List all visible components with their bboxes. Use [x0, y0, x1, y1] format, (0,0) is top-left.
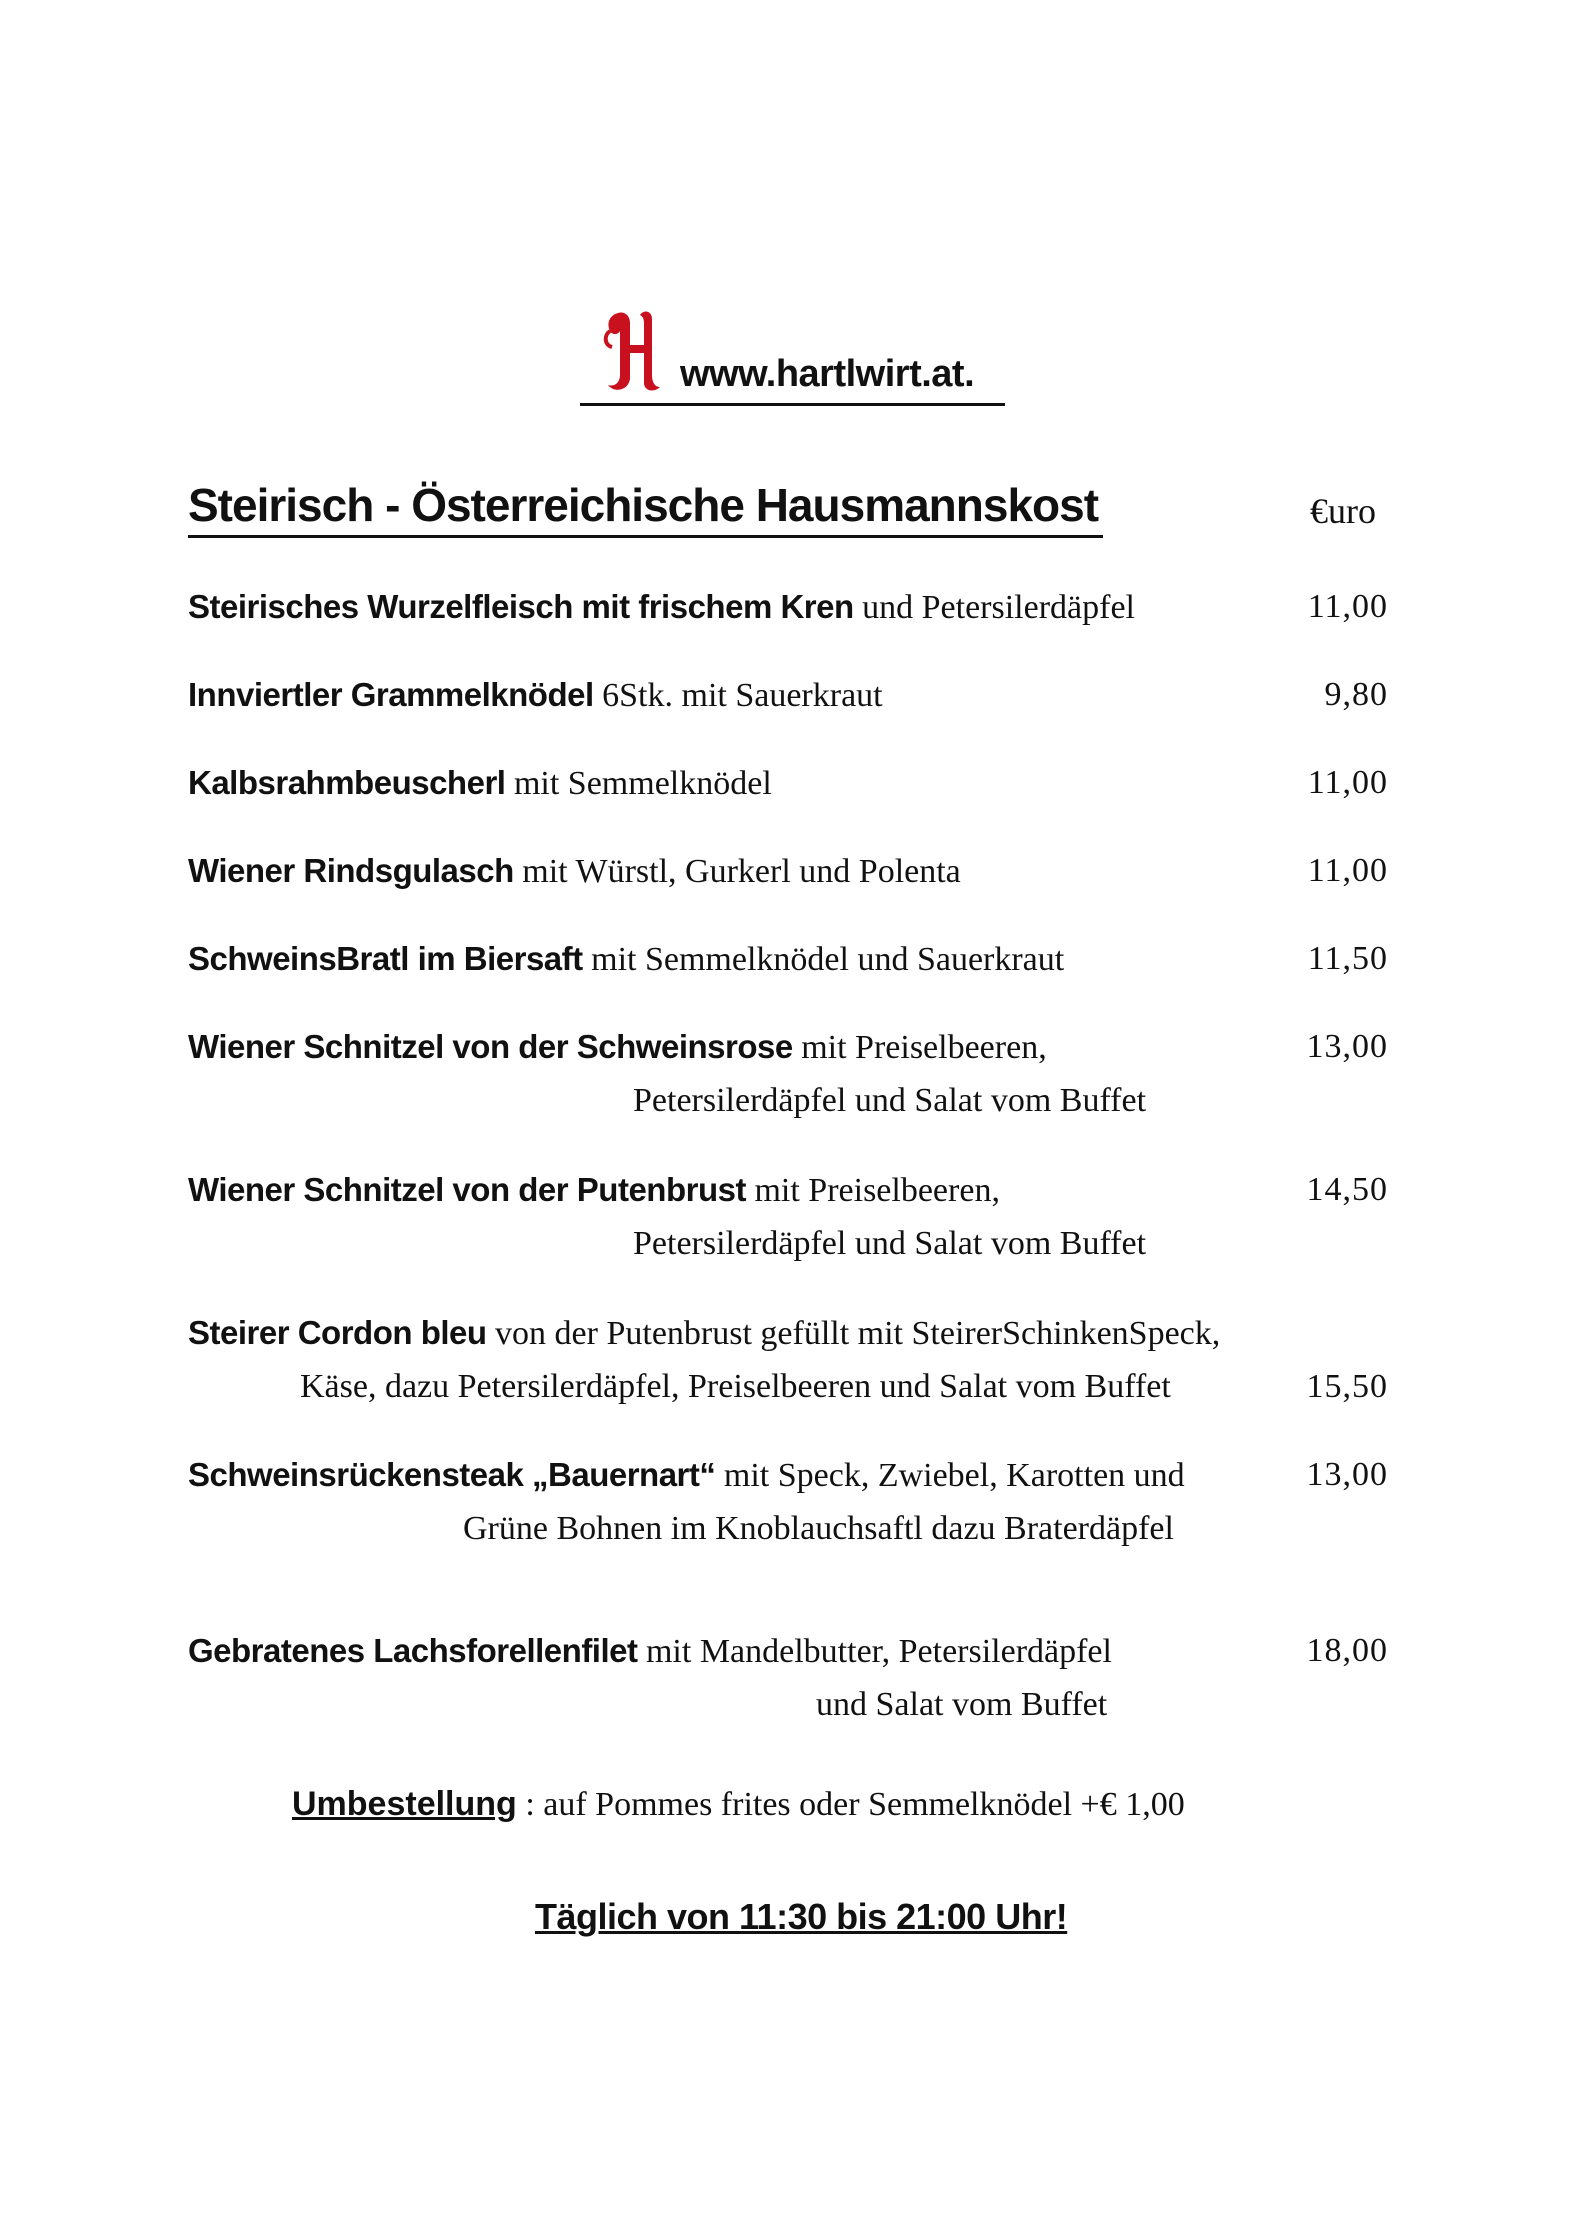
menu-item [188, 1306, 1388, 1414]
umbestellung-label: Umbestellung [292, 1785, 517, 1823]
item-description: mit Speck, Zwiebel, Karotten und [715, 1457, 1185, 1494]
item-name: Kalbsrahmbeuscherl [188, 764, 506, 801]
item-price: 13,00 [1306, 1028, 1388, 1065]
item-description-continued: Grüne Bohnen im Knoblauchsaftl dazu Braterdäpfel [463, 1510, 1174, 1547]
menu-item [188, 844, 1388, 898]
item-description: 6Stk. mit Sauerkraut [593, 677, 883, 714]
item-description-continued: Petersilerdäpfel und Salat vom Buffet [633, 1082, 1147, 1119]
title-underline [188, 535, 1103, 538]
menu-item [188, 756, 1388, 810]
item-name: Gebratenes Lachsforellenfilet [188, 1632, 638, 1669]
item-description: und Petersilerdäpfel [853, 589, 1135, 626]
menu-title: Steirisch - Österreichische Hausmannskost [188, 479, 1099, 531]
item-price: 11,50 [1307, 940, 1388, 977]
item-name: Wiener Schnitzel von der Putenbrust [188, 1171, 746, 1208]
item-description-continued: und Salat vom Buffet [816, 1686, 1108, 1723]
item-description: von der Putenbrust gefüllt mit SteirerSchinkenSpeck, [486, 1315, 1221, 1352]
item-name: Steirisches Wurzelfleisch mit frischem Kren [188, 588, 854, 625]
item-name: Innviertler Grammelknödel [188, 676, 594, 713]
item-price: 11,00 [1307, 588, 1388, 625]
item-name: Schweinsrückensteak „Bauernart“ [188, 1456, 716, 1493]
opening-hours: Täglich von 11:30 bis 21:00 Uhr! [535, 1896, 1068, 1937]
website-link[interactable]: www.hartlwirt.at. [680, 353, 975, 395]
item-description: mit Preiselbeeren, [745, 1172, 1000, 1209]
item-name: Wiener Schnitzel von der Schweinsrose [188, 1028, 793, 1065]
currency-label: €uro [1310, 491, 1376, 531]
menu-item [188, 668, 1388, 722]
item-price: 9,80 [1324, 676, 1388, 713]
item-description: mit Mandelbutter, Petersilerdäpfel [637, 1633, 1112, 1670]
header-underline [580, 403, 1005, 406]
menu-item [188, 932, 1388, 986]
item-name: Steirer Cordon bleu [188, 1314, 487, 1351]
item-description: mit Semmelknödel [505, 765, 772, 802]
item-price: 11,00 [1307, 852, 1388, 889]
header [580, 305, 1005, 410]
item-price: 14,50 [1306, 1171, 1388, 1208]
menu-item [188, 1020, 1388, 1128]
item-price: 15,50 [1306, 1368, 1388, 1405]
item-price: 18,00 [1306, 1632, 1388, 1669]
umbestellung-note [292, 1785, 1185, 1824]
item-name: Wiener Rindsgulasch [188, 852, 514, 889]
item-name: SchweinsBratl im Biersaft [188, 940, 583, 977]
item-description: mit Semmelknödel und Sauerkraut [582, 941, 1065, 978]
menu-item [188, 580, 1388, 634]
hartlwirt-logo-icon [600, 305, 670, 395]
menu-item [188, 1163, 1388, 1271]
item-description: mit Preiselbeeren, [792, 1029, 1047, 1066]
item-description-continued: Käse, dazu Petersilerdäpfel, Preiselbeeren und Salat vom Buffet [300, 1368, 1171, 1405]
item-description-continued: Petersilerdäpfel und Salat vom Buffet [633, 1225, 1147, 1262]
item-description: mit Würstl, Gurkerl und Polenta [513, 853, 961, 890]
menu-item [188, 1448, 1388, 1556]
item-price: 13,00 [1306, 1456, 1388, 1493]
menu-item [188, 1624, 1388, 1732]
item-price: 11,00 [1307, 764, 1388, 801]
umbestellung-text: : auf Pommes frites oder Semmelknödel +€ 1,00 [516, 1786, 1185, 1823]
